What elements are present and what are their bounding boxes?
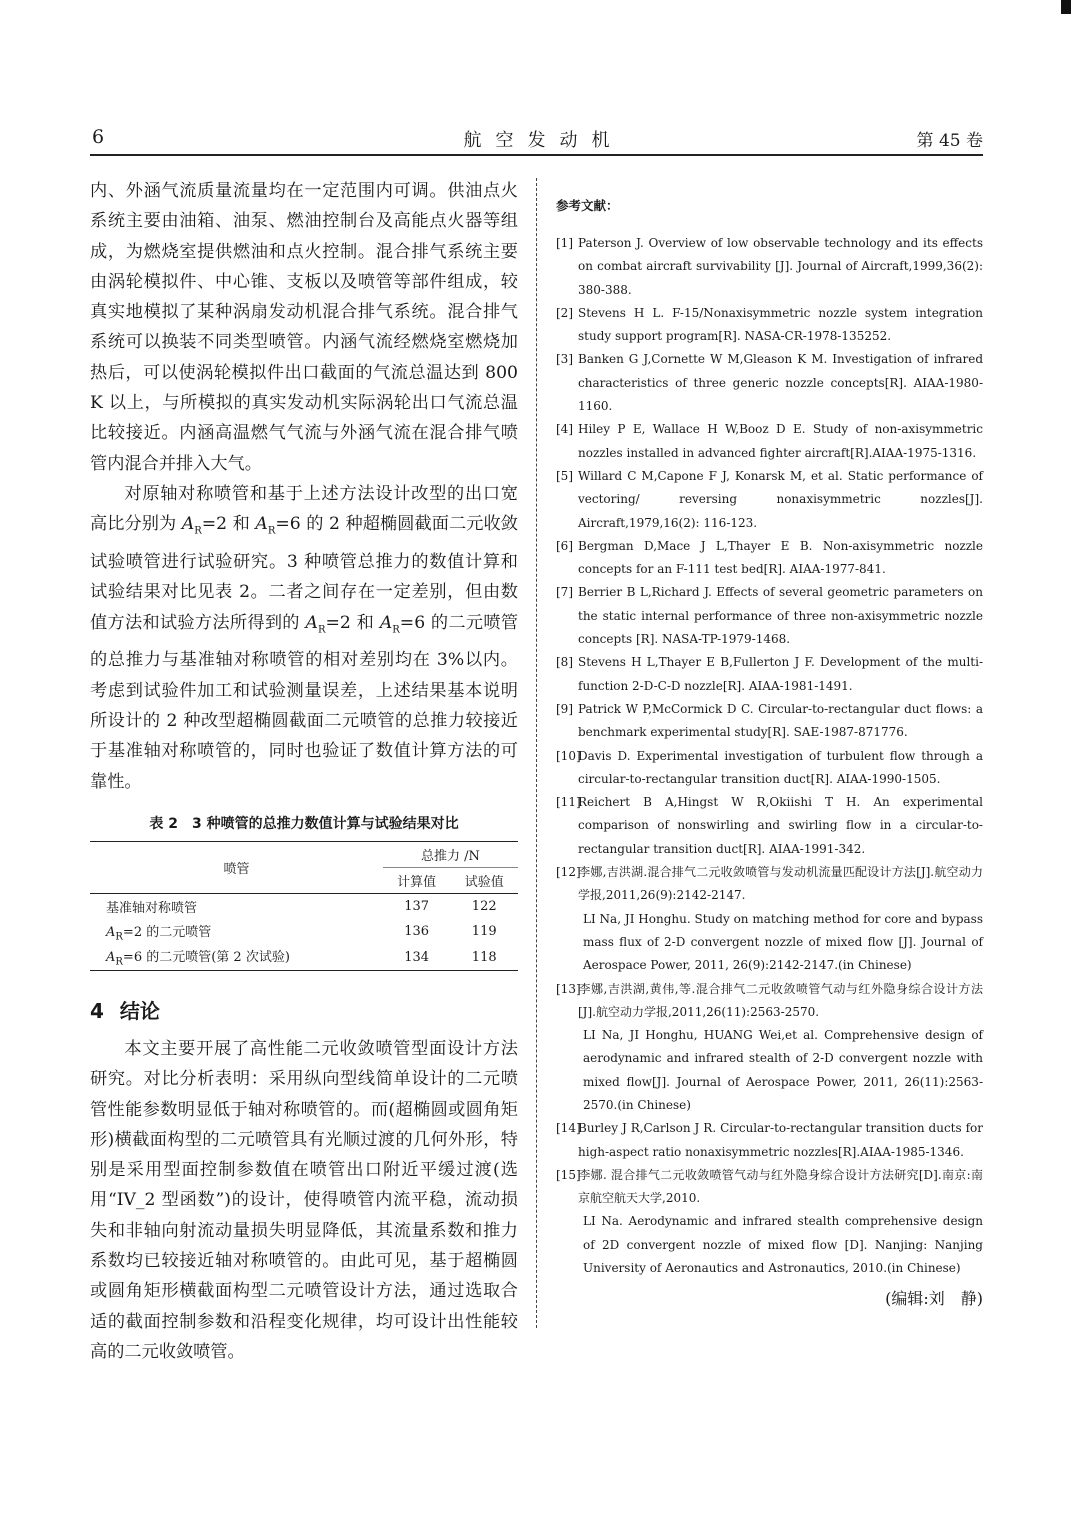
reference-text: Berrier B L,Richard J. Effects of several geometric parameters on the static internal performance of three non-axisymmetric nozzle concepts [R]. NASA-TP-1979-1468. [578, 585, 983, 647]
section-number: 4 [90, 999, 104, 1023]
reference-english: LI Na. Aerodynamic and infrared stealth comprehensive design of 2D convergent nozzle of mixed flow [D]. Nanjing: Nanjing University of Aeronautics and Astronautics, 2010.(in Chinese) [583, 1214, 983, 1276]
reference-text: Davis D. Experimental investigation of turbulent flow through a circular-to-rectangular transition duct[R]. AIAA-1990-1505. [578, 748, 983, 786]
ar-subscript: R [115, 957, 123, 968]
row-calc: 137 [404, 898, 430, 914]
para2-text-b: =2 和 [201, 514, 256, 535]
page-number: 6 [92, 126, 105, 148]
row-name-text: =2 的二元喷管 [122, 924, 212, 940]
ar-subscript: R [115, 931, 123, 943]
reference-text: Stevens H L. F-15/Nonaxisymmetric nozzle system integration study support program[R]. NASA-CR-1978-135252. [578, 305, 983, 344]
corner-mark [1061, 0, 1071, 14]
reference-text: Willard C M,Capone F J, Konarsk M, et al. Static performance of vectoring/ reversing nonaxisymmetric nozzles[J]. Aircraft,1979,16(2): 116-123. [578, 468, 983, 530]
reference-text: Reichert B A,Hingst W R,Okiishi T H. An experimental comparison of nonswirling and swirling flow in a circular-to-rectangular transition duct[R]. AIAA-1991-342. [578, 795, 983, 856]
col-header-test: 试验值 [450, 867, 518, 893]
table-row [90, 893, 518, 919]
reference-number: [14] [556, 1121, 581, 1136]
paragraph-2 [90, 479, 518, 797]
reference-text: 李娜,吉洪湖.混合排气二元收敛喷管与发动机流量匹配设计方法[J].航空动力学报,2011,26(9):2142-2147. [578, 865, 983, 903]
ar-subscript: R [392, 624, 400, 636]
col-header-thrust: 总推力 /N [383, 841, 518, 867]
ar-subscript: R [317, 624, 326, 636]
row-name-text: 基准轴对称喷管 [106, 900, 198, 916]
reference-item [556, 978, 983, 1118]
ar-symbol: A [181, 514, 195, 535]
references-title: 参考文献： [556, 198, 619, 213]
volume-label: 第 45 卷 [916, 131, 983, 151]
table-row [90, 919, 518, 945]
reference-number: [12] [556, 865, 581, 880]
reference-item [556, 651, 983, 698]
page-header [90, 126, 983, 154]
row-name [90, 944, 383, 970]
header-rule [90, 154, 983, 156]
row-test: 119 [471, 924, 497, 940]
reference-item [556, 1117, 983, 1164]
ar-symbol: A [379, 612, 393, 633]
reference-english: LI Na, JI Honghu. Study on matching method for core and bypass mass flux of 2-D convergent nozzle of mixed flow [J]. Journal of Aerospace Power, 2011, 26(9):2142-2147.(in Chinese) [583, 911, 983, 973]
reference-number: [13] [556, 981, 581, 996]
reference-item [556, 745, 983, 792]
ar-symbol: A [106, 950, 116, 966]
ar-subscript: R [194, 525, 202, 537]
row-name-text: =6 的二元喷管(第 2 次试验) [122, 950, 290, 966]
reference-text: Paterson J. Overview of low observable technology and its effects on combat aircraft survivability [J]. Journal of Aircraft,1999,36(2): 380-388. [578, 236, 983, 297]
journal-title: 航空发动机 [463, 130, 624, 151]
row-calc: 134 [383, 944, 451, 970]
para2-text-c: =6 的 2 种超椭圆截面二元收敛试验喷管进行试验研究。3 种喷管总推力的数值计算和试验结果对比见表 2。二者之间存在一定差别，但由数值方法和试验方法所得到的 [90, 514, 518, 633]
reference-item [556, 861, 983, 977]
reference-list [556, 232, 983, 1280]
paragraph-3: 本文主要开展了高性能二元收敛喷管型面设计方法研究。对比分析表明：采用纵向型线简单设计的二元喷管性能参数明显低于轴对称喷管的。而(超椭圆或圆角矩形)横截面构型的二元喷管具有光顺过渡的几何外形，特别是采用型面控制参数值在喷管出口附近平缓过渡(选用“IV_2 型函数”)的设计，使得喷管内流平稳，流动损失和非轴向射流动量损失明显降低，其流量系数和推力系数均已较接近轴对称喷管的。由此可见，基于超椭圆或圆角矩形横截面构型二元喷管设计方法，通过选取合适的截面控制参数和沿程变化规律，均可设计出性能较高的二元收敛喷管。 [90, 1039, 518, 1362]
paragraph-1: 内、外涵气流质量流量均在一定范围内可调。供油点火系统主要由油箱、油泵、燃油控制台及高能点火器等组成，为燃烧室提供燃油和点火控制。混合排气系统主要由涡轮模拟件、中心锥、支板以及喷管等部件组成，较真实地模拟了某种涡扇发动机混合排气系统。混合排气系统可以换装不同类型喷管。内涵气流经燃烧室燃烧加热后，可以使涡轮模拟件出口截面的气流总温达到 800 K 以上，与所模拟的真实发动机实际涡轮出口气流总温比较接近。内涵高温燃气气流与外涵气流在混合排气喷管内混合并排入大气。 [90, 181, 518, 474]
reference-item [556, 348, 983, 418]
reference-number: [4] [556, 422, 573, 437]
reference-item [556, 791, 983, 861]
reference-text: Bergman D,Mace J L,Thayer E B. Non-axisymmetric nozzle concepts for an F-111 test bed[R]. AIAA-1977-841. [578, 538, 983, 577]
ar-subscript: R [267, 525, 276, 537]
reference-number: [10] [556, 748, 581, 763]
reference-item [556, 465, 983, 535]
reference-number: [5] [556, 468, 573, 483]
col-header-calc: 计算值 [383, 867, 451, 893]
reference-item [556, 581, 983, 651]
reference-text: Banken G J,Cornette W M,Gleason K M. Investigation of infrared characteristics of three generic nozzle concepts[R]. AIAA-1980-1160. [578, 352, 983, 414]
col-header-nozzle: 喷管 [90, 841, 383, 893]
reference-item [556, 535, 983, 582]
reference-text: Stevens H L,Thayer E B,Fullerton J F. Development of the multi-function 2-D-C-D nozzle[R]. AIAA-1981-1491. [578, 655, 983, 693]
para2-text-a: 对原轴对称喷管和基于上述方法设计改型的出口宽高比分别为 [90, 483, 518, 535]
ar-symbol: A [305, 612, 318, 633]
reference-number: [7] [556, 585, 573, 600]
reference-number: [6] [556, 538, 573, 553]
left-column [90, 176, 518, 1367]
reference-number: [8] [556, 655, 573, 670]
reference-item [556, 1164, 983, 1280]
reference-item [556, 232, 983, 302]
reference-item [556, 698, 983, 745]
para2-text-d: =2 和 [325, 612, 380, 633]
reference-number: [9] [556, 701, 573, 716]
reference-number: [15] [556, 1167, 581, 1182]
editor-credit: (编辑:刘 静) [885, 1289, 983, 1309]
reference-text: 李娜. 混合排气二元收敛喷管气动与红外隐身综合设计方法研究[D].南京:南京航空航天大学,2010. [578, 1167, 983, 1206]
reference-text: Burley J R,Carlson J R. Circular-to-rectangular transition ducts for high-aspect ratio nonaxisymmetric nozzles[R].AIAA-1985-1346. [578, 1121, 983, 1159]
reference-text: Hiley P E, Wallace H W,Booz D E. Study of non-axisymmetric nozzles installed in advanced fighter aircraft[R].AIAA-1975-1316. [578, 422, 983, 460]
reference-english: LI Na, JI Honghu, HUANG Wei,et al. Comprehensive design of aerodynamic and infrared stealth of 2-D convergent nozzle with mixed flow[J]. Journal of Aerospace Power, 2011, 26(11):2563-2570.(in Chinese) [583, 1028, 983, 1112]
reference-text: 李娜,吉洪湖,黄伟,等.混合排气二元收敛喷管气动与红外隐身综合设计方法[J].航空动力学报,2011,26(11):2563-2570. [578, 981, 983, 1019]
references-column [556, 196, 983, 1309]
reference-number: [1] [556, 236, 573, 250]
row-test: 118 [450, 944, 518, 970]
section-heading [90, 995, 518, 1024]
ar-symbol: A [255, 514, 268, 535]
reference-number: [2] [556, 305, 573, 320]
table-row [90, 944, 518, 970]
reference-item [556, 302, 983, 349]
table-caption: 表 2 3 种喷管的总推力数值计算与试验结果对比 [149, 815, 459, 832]
column-divider [536, 178, 537, 1328]
thrust-table [90, 841, 518, 971]
reference-item [556, 418, 983, 465]
row-name [90, 893, 383, 919]
reference-text: Patrick W P,McCormick D C. Circular-to-rectangular duct flows: a benchmark experimental study[R]. SAE-1987-871776. [578, 701, 983, 740]
reference-number: [11] [556, 795, 581, 810]
reference-number: [3] [556, 352, 573, 367]
row-test: 122 [471, 898, 497, 914]
ar-symbol: A [106, 924, 116, 940]
section-title: 结论 [119, 999, 160, 1023]
row-name [90, 919, 383, 945]
para2-text-e: =6 的二元喷管的总推力与基准轴对称喷管的相对差别均在 3%以内。考虑到试验件加工和试验测量误差，上述结果基本说明所设计的 2 种改型超椭圆截面二元喷管的总推力较接近于基准轴对称喷管的，同时也验证了数值计算方法的可靠性。 [90, 612, 519, 792]
row-calc: 136 [404, 924, 430, 940]
